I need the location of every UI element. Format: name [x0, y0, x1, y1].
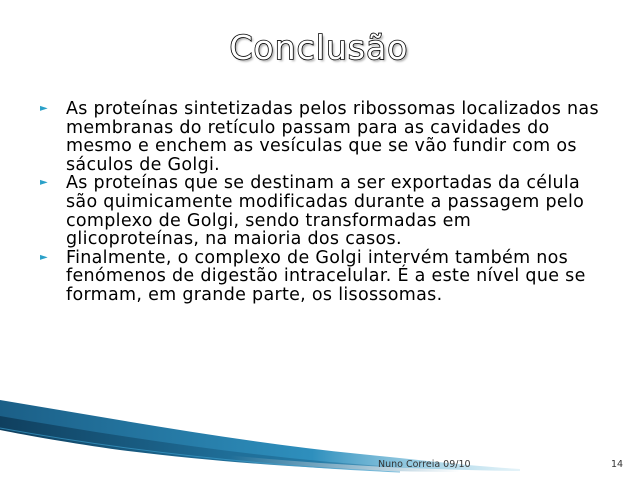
bottom-decorative-swoosh	[0, 390, 638, 479]
bullet-item	[38, 249, 608, 305]
bullet-item	[38, 100, 608, 174]
bullet-text: As proteínas sintetizadas pelos ribossomas localizados nas membranas do retículo passam para as cavidades do mesmo e enchem as vesículas que se vão fundir com os sáculos de Golgi.	[66, 99, 599, 175]
bullet-list	[38, 100, 608, 305]
footer-page-number: 14	[611, 459, 624, 470]
bullet-text: As proteínas que se destinam a ser exportadas da célula são quimicamente modificadas durante a passagem pelo complexo de Golgi, sendo transformadas em glicoproteínas, na maioria dos casos.	[66, 173, 585, 250]
slide-title: Conclusão	[229, 28, 409, 67]
triangle-right-icon: ►	[40, 103, 48, 114]
triangle-right-icon: ►	[40, 177, 48, 189]
bullet-text: Finalmente, o complexo de Golgi intervém também nos fenómenos de digestão intracelular. É a este nível que se formam, em grande parte, os lisossomas.	[66, 247, 586, 305]
bullet-item	[38, 174, 608, 248]
footer-author-date: Nuno Correia 09/10	[378, 459, 471, 470]
triangle-right-icon: ►	[40, 251, 48, 263]
